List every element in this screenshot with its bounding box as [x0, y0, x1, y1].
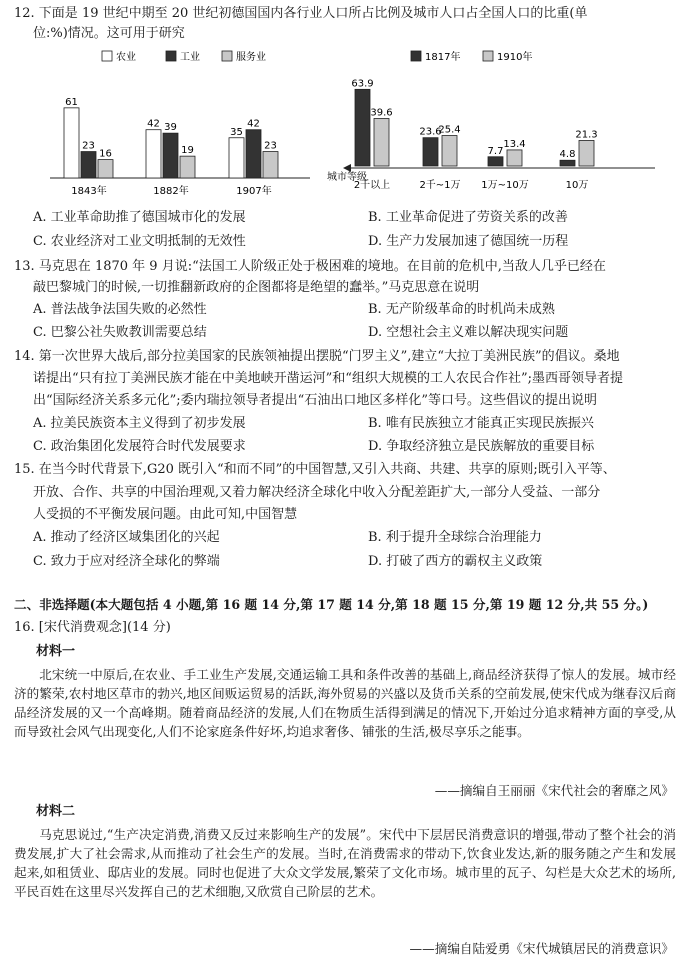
chart2-category-label: 1万~10万 [481, 180, 529, 191]
chart1-legend-label: 农业 [116, 52, 136, 63]
q15-option-b[interactable]: B. 利于提升全球综合治理能力 [368, 530, 542, 545]
chart1-legend-label: 服务业 [236, 52, 266, 63]
chart2-bar [579, 140, 594, 166]
chart1-legend-swatch [166, 51, 176, 61]
chart2-data-label: 13.4 [503, 138, 526, 150]
chart1-legend-swatch [102, 51, 112, 61]
q13-option-c[interactable]: C. 巴黎公社失败教训需要总结 [33, 325, 207, 340]
q14-option-a[interactable]: A. 拉美民族资本主义得到了初步发展 [33, 416, 246, 431]
chart2-bar [488, 157, 503, 166]
industry-share-chart [40, 46, 330, 204]
q12-stem-line2: 位:%)情况。这可用于研究 [33, 26, 185, 41]
chart2-bar [560, 160, 575, 166]
q15-stem-line1: 15. 在当今时代背景下,G20 既引入“和而不同”的中国智慧,又引入共商、共建、共享的原则;既引入平等、 [14, 462, 616, 477]
q14-option-d[interactable]: D. 争取经济独立是民族解放的重要目标 [368, 439, 595, 454]
chart1-bar [263, 152, 278, 178]
chart2-legend-label: 1817年 [425, 52, 461, 63]
chart2-category-label: 2千以上 [353, 180, 391, 191]
q14-stem-line1: 14. 第一次世界大战后,部分拉美国家的民族领袖提出摆脱“门罗主义”,建立“大拉丁美洲民族”的倡议。桑地 [14, 349, 620, 364]
q13-stem-line1: 13. 马克思在 1870 年 9 月说:“法国工人阶级正处于极困难的境地。在目前的危机中,当敌人几乎已经在 [14, 259, 606, 274]
chart2-axis-label: 城市等级 [327, 172, 367, 183]
q14-stem-line3: 出“国际经济关系多元化”;委内瑞拉领导者提出“石油出口地区多样化”等口号。这些倡议的提出说明 [33, 393, 597, 408]
chart2-data-label: 7.7 [487, 145, 504, 157]
chart1-legend [102, 50, 266, 63]
q15-stem-line3: 人受损的不平衡发展问题。由此可知,中国智慧 [33, 507, 298, 522]
q12-option-b[interactable]: B. 工业革命促进了劳资关系的改善 [368, 210, 568, 225]
q12-option-a[interactable]: A. 工业革命助推了德国城市化的发展 [33, 210, 246, 225]
q13-option-a[interactable]: A. 普法战争法国失败的必然性 [33, 302, 207, 317]
material2-source: ——摘编自陆爱勇《宋代城镇居民的消费意识》 [409, 941, 674, 956]
q15-stem-line2: 开放、合作、共享的中国治理观,又着力解决经济全球化中收入分配差距扩大,一部分人受益、一部分 [33, 485, 601, 500]
chart2-bar [355, 89, 370, 166]
chart2-bar [374, 118, 389, 166]
q15-option-a[interactable]: A. 推动了经济区域集团化的兴起 [33, 530, 220, 545]
chart2-data-label: 23.6 [419, 126, 442, 138]
chart1-legend-swatch [222, 51, 232, 61]
chart1-data-label: 16 [99, 148, 112, 160]
chart1-data-label: 23 [82, 140, 95, 152]
q15-option-c[interactable]: C. 致力于应对经济全球化的弊端 [33, 554, 220, 569]
chart1-bar [229, 138, 244, 178]
chart1-category-label: 1907年 [236, 186, 272, 197]
chart1-data-label: 19 [181, 145, 194, 157]
q16-title: 16. [宋代消费观念](14 分) [14, 620, 171, 635]
chart2-axis-arrow [343, 164, 351, 172]
chart2-category-label: 2千~1万 [419, 180, 461, 191]
chart2-data-label: 63.9 [351, 78, 374, 90]
q13-option-b[interactable]: B. 无产阶级革命的时机尚未成熟 [368, 302, 555, 317]
chart2-legend-label: 1910年 [497, 52, 533, 63]
q12-stem-line1: 12. 下面是 19 世纪中期至 20 世纪初德国国内各行业人口所占比例及城市人口占全国人口的比重(单 [14, 6, 588, 21]
chart1-legend-label: 工业 [180, 52, 200, 63]
chart1-bar [64, 108, 79, 178]
chart1-bar [246, 130, 261, 178]
chart2-bar [423, 138, 438, 166]
q15-option-d[interactable]: D. 打破了西方的霸权主义政策 [368, 554, 543, 569]
chart2-legend-swatch [411, 51, 421, 61]
chart1-data-label: 42 [147, 118, 160, 130]
chart1-bar [163, 133, 178, 178]
chart2-legend-swatch [483, 51, 493, 61]
q12-option-c[interactable]: C. 农业经济对工业文明抵制的无效性 [33, 234, 246, 249]
chart1-category-label: 1843年 [71, 186, 107, 197]
urban-share-chart [325, 46, 665, 204]
material1-source: ——摘编自王丽丽《宋代社会的奢靡之风》 [434, 783, 674, 798]
chart1-data-label: 39 [164, 122, 177, 134]
section2-heading: 二、非选择题(本大题包括 4 小题,第 16 题 14 分,第 17 题 14 分,第 18 题 15 分,第 19 题 12 分,共 55 分。) [14, 597, 649, 612]
q13-stem-line2: 敲巴黎城门的时候,一切推翻新政府的企图都将是绝望的蠢举。”马克思意在说明 [33, 280, 480, 295]
q14-stem-line2: 诺提出“只有拉丁美洲民族才能在中美地峡开凿运河”和“组织大规模的工人农民合作社”;墨西哥领导者提 [33, 371, 623, 386]
chart1-data-label: 61 [65, 96, 78, 108]
q13-option-d[interactable]: D. 空想社会主义难以解决现实问题 [368, 325, 569, 340]
material1-text: 北宋统一中原后,在农业、手工业生产发展,交通运输工具和条件改善的基础上,商品经济获得了惊人的发展。城市经济的繁荣,农村地区草市的勃兴,地区间贩运贸易的活跃,海外贸易的兴盛以及货币关系的空前发展,使宋代成为继春汉后商品经济发展的又一个高峰期。随着商品经济的发展,人们在物质生活得到满足的情况下,开始过分追求精神方面的享受,从而导致社会风气出现变化,人们不论家庭条件好坏,均追求奢侈、铺张的生活,极尽享乐之能事。 [14, 667, 676, 739]
chart1-category-label: 1882年 [153, 186, 189, 197]
material2-title: 材料二 [36, 804, 76, 819]
chart1-data-label: 23 [264, 140, 277, 152]
chart1-bar [180, 156, 195, 178]
chart1-bar [81, 152, 96, 178]
q12-option-d[interactable]: D. 生产力发展加速了德国统一历程 [368, 234, 569, 249]
chart1-data-label: 42 [247, 118, 260, 130]
chart1-bar [98, 160, 113, 178]
q14-option-c[interactable]: C. 政治集团化发展符合时代发展要求 [33, 439, 246, 454]
material2-text: 马克思说过,“生产决定消费,消费又反过来影响生产的发展”。宋代中下层居民消费意识的增强,带动了整个社会的消费发展,扩大了社会需求,从而推动了社会生产的发展。当时,在消费需求的带动下,饮食业发达,新的服务随之产生和发展起来,如租赁业、邸店业的发展。同时也促进了大众文学发展,繁荣了文化市场。城市里的瓦子、勾栏是大众艺术的场所,平民百姓在这里尽兴发挥自己的艺术细胞,又欣赏自己阶层的艺术。 [14, 827, 676, 899]
chart2-data-label: 25.4 [438, 124, 461, 136]
q14-option-b[interactable]: B. 唯有民族独立才能真正实现民族振兴 [368, 416, 594, 431]
material1-title: 材料一 [36, 644, 76, 659]
chart2-legend [411, 50, 532, 63]
chart1-data-label: 35 [230, 126, 243, 138]
chart2-bar [507, 150, 522, 166]
chart1-bar [146, 130, 161, 178]
chart2-bar [442, 136, 457, 166]
chart2-data-label: 4.8 [559, 149, 576, 161]
chart2-data-label: 39.6 [370, 107, 393, 119]
chart2-category-label: 10万 [565, 180, 589, 191]
chart2-data-label: 21.3 [575, 129, 598, 141]
